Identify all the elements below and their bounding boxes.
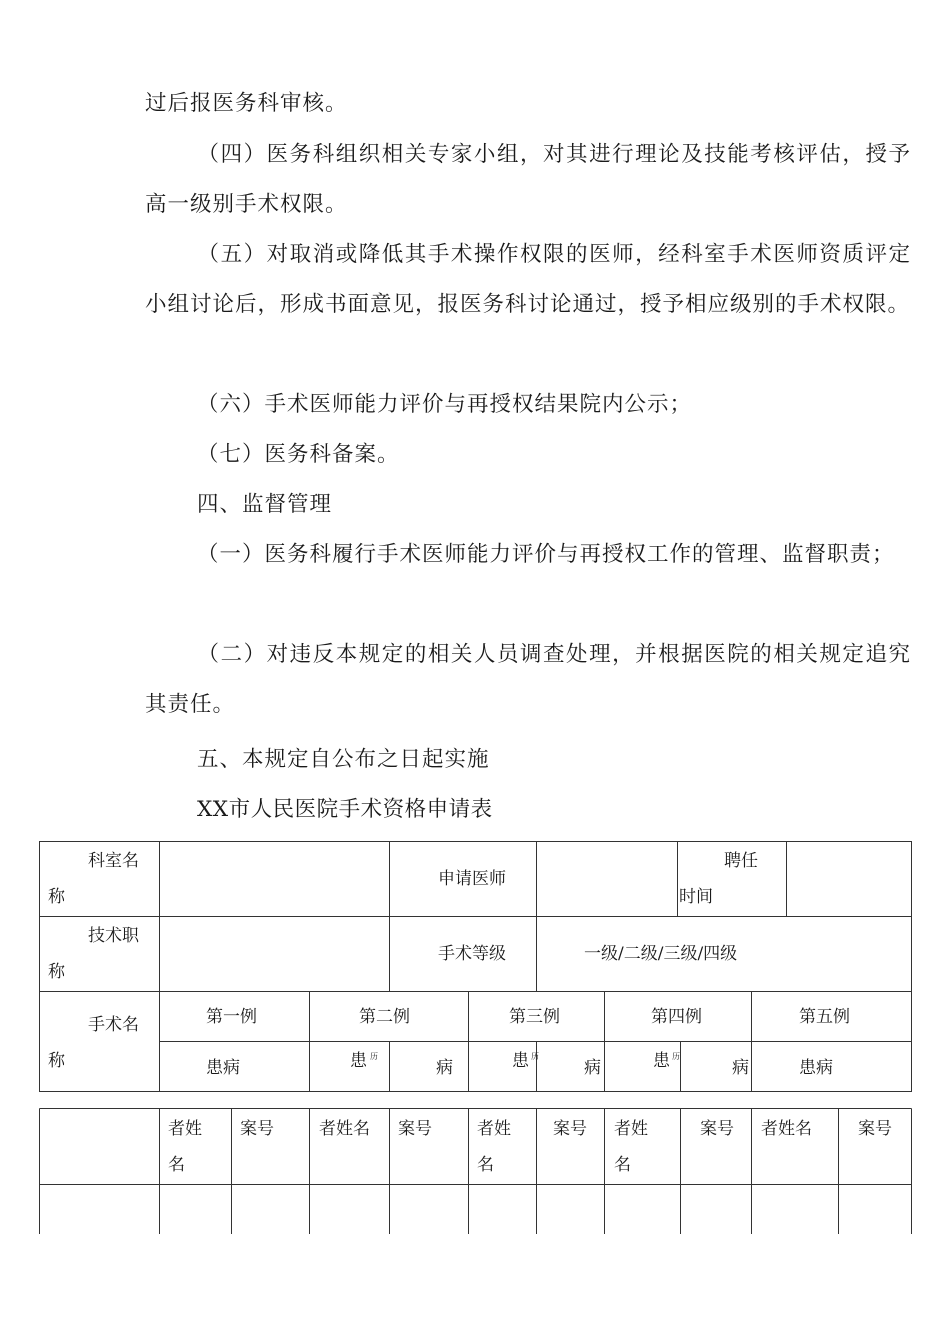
t2-row1-cell[interactable] bbox=[310, 1185, 389, 1234]
paragraph-continuation: 过后报医务科审核。 bbox=[145, 91, 348, 116]
surgery-name-label-line2: 称 bbox=[48, 1051, 65, 1071]
t2-row1-cell[interactable] bbox=[839, 1185, 911, 1234]
dept-label-line2: 称 bbox=[48, 887, 65, 907]
t2-h5-line1: 者姓 bbox=[477, 1119, 511, 1139]
case-3-patient: 患 bbox=[512, 1051, 529, 1071]
case-3-tiny-mark: 历 bbox=[531, 1052, 539, 1061]
case-5-patient-record: 患病 bbox=[799, 1058, 833, 1078]
section-heading-4: 四、监督管理 bbox=[197, 492, 333, 517]
case-4-header: 第四例 bbox=[651, 1007, 702, 1027]
paragraph-supervision-1-text: （一）医务科履行手术医师能力评价与再授权工作的管理、监督职责； bbox=[197, 542, 895, 567]
t2-h8: 案号 bbox=[700, 1119, 734, 1139]
hire-label-line2: 时间 bbox=[679, 887, 713, 907]
case-2-record: 病 bbox=[436, 1058, 453, 1078]
doctor-value[interactable] bbox=[537, 842, 677, 916]
t2-row1-cell[interactable] bbox=[537, 1185, 604, 1234]
t2-h9: 者姓名 bbox=[761, 1119, 812, 1139]
t2-row1-cell[interactable] bbox=[752, 1185, 838, 1234]
case-2-header: 第二例 bbox=[359, 1007, 410, 1027]
form-title: XX市人民医院手术资格申请表 bbox=[197, 797, 493, 822]
surgery-name-label-line1: 手术名 bbox=[88, 1015, 139, 1035]
rank-value[interactable] bbox=[160, 917, 389, 991]
t2-h6: 案号 bbox=[553, 1119, 587, 1139]
case-1-header: 第一例 bbox=[206, 1007, 257, 1027]
case-2-tiny-mark: 历 bbox=[370, 1052, 378, 1061]
paragraph-item-6-text: （六）手术医师能力评价与再授权结果院内公示； bbox=[197, 392, 693, 417]
case-4-tiny-mark: 历 bbox=[672, 1052, 680, 1061]
rank-label-line1: 技术职 bbox=[88, 926, 139, 946]
case-5-header: 第五例 bbox=[799, 1007, 850, 1027]
surgery-level-options[interactable]: 一级/二级/三级/四级 bbox=[584, 944, 738, 964]
paragraph-item-7-text: （七）医务科备案。 bbox=[197, 442, 400, 467]
case-4-record: 病 bbox=[732, 1058, 749, 1078]
hire-value[interactable] bbox=[787, 842, 911, 916]
section-heading-5: 五、本规定自公布之日起实施 bbox=[197, 747, 490, 772]
rank-label-line2: 称 bbox=[48, 962, 65, 982]
t2-h4: 案号 bbox=[398, 1119, 432, 1139]
t2-row1-cell[interactable] bbox=[605, 1185, 680, 1234]
t2-row1-cell[interactable] bbox=[469, 1185, 536, 1234]
dept-value[interactable] bbox=[160, 842, 389, 916]
t2-h10: 案号 bbox=[858, 1119, 892, 1139]
t2-h1-line1: 者姓 bbox=[168, 1119, 202, 1139]
doctor-label: 申请医师 bbox=[438, 869, 506, 889]
t2-row1-label[interactable] bbox=[40, 1185, 159, 1234]
dept-label-line1: 科室名 bbox=[88, 851, 139, 871]
t2-h5-line2: 名 bbox=[477, 1155, 494, 1175]
t2-row1-cell[interactable] bbox=[681, 1185, 751, 1234]
case-4-patient: 患 bbox=[653, 1051, 670, 1071]
paragraph-item-4-text: （四）医务科组织相关专家小组，对其进行理论及技能考核评估，授予高一级别手术权限。 bbox=[145, 142, 911, 217]
case-1-patient-record: 患病 bbox=[206, 1058, 240, 1078]
t2-h7-line2: 名 bbox=[614, 1155, 631, 1175]
paragraph-item-5-text: （五）对取消或降低其手术操作权限的医师，经科室手术医师资质评定小组讨论后，形成书面意见，报医务科讨论通过，授予相应级别的手术权限。 bbox=[145, 242, 911, 317]
t2-h3: 者姓名 bbox=[319, 1119, 370, 1139]
t2-h2: 案号 bbox=[240, 1119, 274, 1139]
paragraph-supervision-2-text: （二）对违反本规定的相关人员调查处理，并根据医院的相关规定追究其责任。 bbox=[145, 642, 911, 717]
surgery-level-label: 手术等级 bbox=[438, 944, 506, 964]
t2-h7-line1: 者姓 bbox=[614, 1119, 648, 1139]
case-2-patient: 患 bbox=[350, 1051, 367, 1071]
case-3-record: 病 bbox=[584, 1058, 601, 1078]
t2-row1-cell[interactable] bbox=[390, 1185, 468, 1234]
hire-label-line1: 聘任 bbox=[724, 851, 758, 871]
case-3-header: 第三例 bbox=[509, 1007, 560, 1027]
t2-row1-cell[interactable] bbox=[232, 1185, 309, 1234]
t2-row1-cell[interactable] bbox=[160, 1185, 231, 1234]
t2-h1-line2: 名 bbox=[168, 1155, 185, 1175]
